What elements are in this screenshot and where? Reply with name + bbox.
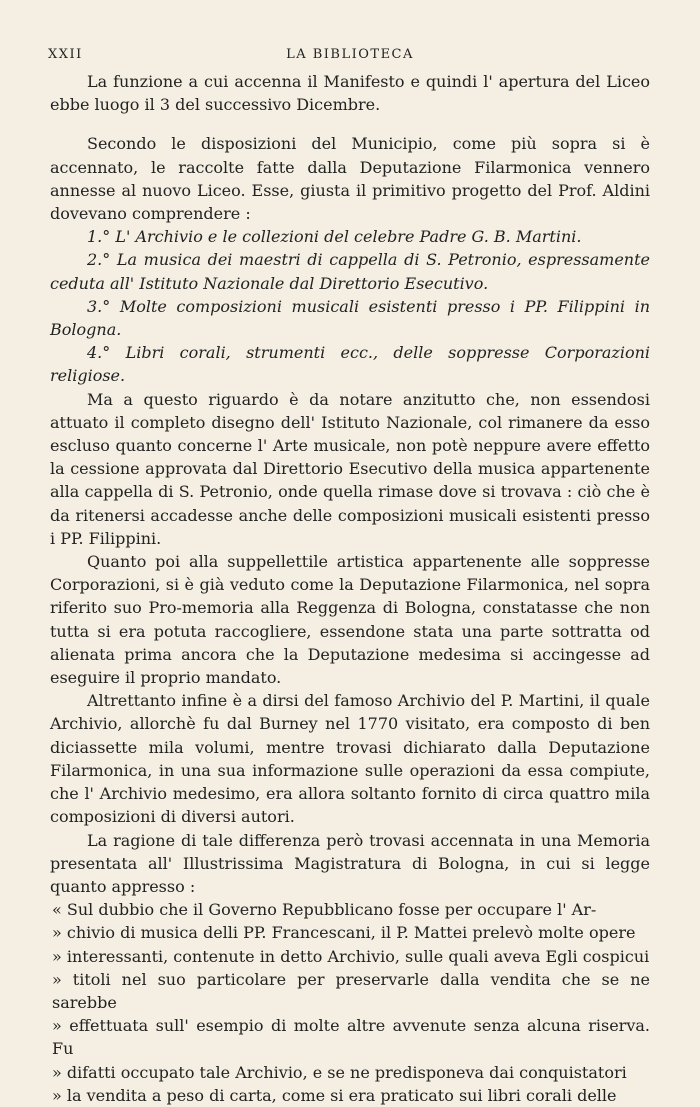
quote-line: » titoli nel suo particolare per preservarle dalla vendita che se ne sarebbe [52,969,650,1012]
quote-line: » interessanti, contenute in detto Archivio, sulle quali aveva Egli cospicui [52,946,650,966]
paragraph: Altrettanto infine è a dirsi del famoso Archivio del P. Martini, il quale Archivio, allorchè fu dal Burney nel 1770 visitato, era composto di ben diciassette mila volumi, mentre trovasi dichiarato dalla Deputazione Filarmonica, in una sua informazione sulle operazioni da essa compiute, che l' Archivio medesimo, era allora soltanto fornito di circa quattro mila composizioni di diversi autori. [50,691,650,827]
quote-line: » difatti occupato tale Archivio, e se ne predisponeva dai conquistatori [52,1062,627,1082]
running-title: LA BIBLIOTECA [286,47,414,62]
paragraph: La funzione a cui accenna il Manifesto e quindi l' apertura del Liceo ebbe luogo il 3 del successivo Dicembre. [50,72,650,115]
paragraph: La ragione di tale differenza però trovasi accennata in una Memoria presentata all' Illustrissima Magistratura di Bologna, in cui si legge quanto appresso : [50,830,650,896]
quote-line: » la vendita a peso di carta, come si era praticato sui libri corali delle [52,1085,617,1105]
list-item: 1.° L' Archivio e le collezioni del celebre Padre G. B. Martini. [87,227,582,247]
page-number: XXII [48,47,83,62]
paragraph: Quanto poi alla suppellettile artistica appartenente alle soppresse Corporazioni, si è già veduto come la Deputazione Filarmonica, nel sopra riferito suo Pro-memoria alla Reggenza di Bologna, constatasse che non tutta si era potuta raccogliere, essendone stata una parte sottratta od alienata prima ancora che la Deputazione medesima si accingesse ad eseguire il proprio mandato. [50,552,650,688]
quote-line: « Sul dubbio che il Governo Repubblicano fosse per occupare l' Ar- [52,900,597,920]
page-header [48,47,652,67]
list-item: 2.° La musica dei maestri di cappella di S. Petronio, espressamente ceduta all' Istituto Nazionale dal Direttorio Esecutivo. [50,250,650,293]
quote-line: » effettuata sull' esempio di molte altre avvenute senza alcuna riserva. Fu [52,1016,650,1059]
quote-line: » chivio di musica delli PP. Francescani, il P. Mattei prelevò molte opere [52,923,636,943]
paragraph: Secondo le disposizioni del Municipio, come più sopra si è accennato, le raccolte fatte dalla Deputazione Filarmonica vennero annesse al nuovo Liceo. Esse, giusta il primitivo progetto del Prof. Aldini dovevano comprendere : [50,134,650,224]
list-item: 3.° Molte composizioni musicali esistenti presso i PP. Filippini in Bologna. [50,296,650,340]
paragraph: Ma a questo riguardo è da notare anzitutto che, non essendosi attuato il completo disegno dell' Istituto Nazionale, col rimanere da esso escluso quanto concerne l' Arte musicale, non potè neppure avere effetto la cessione approvata dal Direttorio Esecutivo della musica appartenente alla cappella di S. Petronio, onde quella rimase dove si trovava : ciò che è da ritenersi accadesse anche delle composizioni musicali esistenti presso i PP. Filippini. [50,389,650,548]
block-quote [50,898,650,1107]
page-body [50,70,650,1107]
list-item: 4.° Libri corali, strumenti ecc., delle soppresse Corporazioni religiose. [50,343,650,386]
